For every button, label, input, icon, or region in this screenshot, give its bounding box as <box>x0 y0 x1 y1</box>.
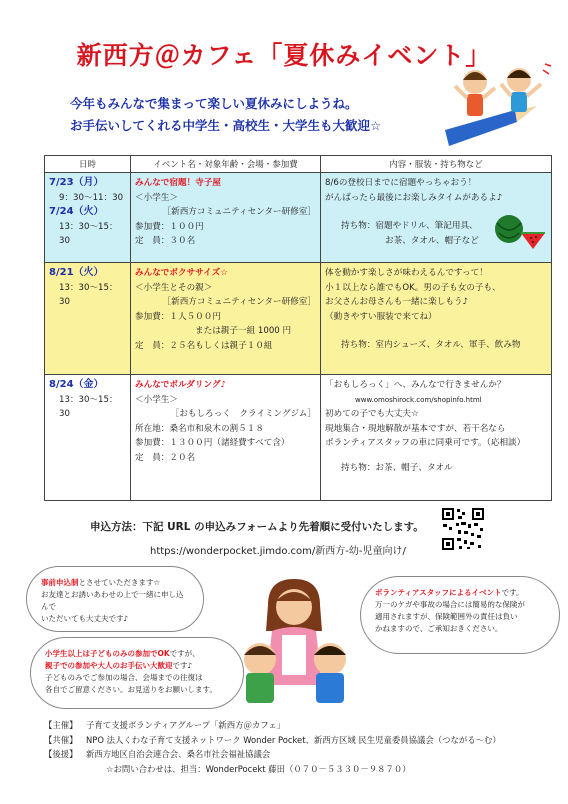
bubble-text: 子どものみでご参加の場合、会場までの往復は <box>45 673 203 682</box>
apply-method: 申込方法：下記 URL の申込みフォームより先着順に受付いたします。 <box>90 521 424 533</box>
event-fee-alt: または親子一組 1000 円 <box>195 326 292 336</box>
footer-label: 【後援】 <box>44 749 78 759</box>
kids-pencil-illustration <box>445 60 555 156</box>
event-capacity: 定 員：２０名 <box>135 452 196 463</box>
footer-text: NPO 法人くわな子育て支援ネットワーク Wonder Pocket、新西方区域 民生児童委員協議会（つながる～む） <box>86 734 501 745</box>
mother-children-illustration <box>232 575 362 707</box>
date: 7/24（火） <box>49 206 104 217</box>
header-event: イベント名・対象年齢・会場・参加費 <box>131 156 321 172</box>
bubble-reservation <box>26 566 204 632</box>
event-venue: ［新西方コミュニティセンター研修室］ <box>162 297 316 307</box>
content-line: がんばったら最後にお楽しみタイムがあるよ♪ <box>325 192 503 203</box>
cell-datetime <box>45 263 131 374</box>
bubble-text: かねますので、ご承知おきください。 <box>375 624 503 633</box>
content-line: お父さんお母さんも一緒に楽しもう♪ <box>325 297 468 307</box>
cell-event <box>131 375 321 500</box>
footer-row <box>44 762 544 777</box>
event-target: ＜小学生＞ <box>135 192 178 203</box>
footer-row <box>44 718 544 733</box>
header-datetime: 日時 <box>45 156 131 172</box>
footer-text: 新西方地区自治会連合会、桑名市社会福祉協議会 <box>86 749 271 759</box>
cell-content <box>321 263 551 374</box>
date: 8/21（火） <box>49 267 104 278</box>
content-line: 初めての子でも大丈夫☆ <box>325 409 419 419</box>
bubble-text: ですが、 <box>169 649 200 658</box>
items-line: お茶、タオル、帽子など <box>385 235 479 246</box>
bubble-text: お友達とお誘いあわせの上で一緒に申し込んで <box>41 590 184 611</box>
bubble-participation <box>30 637 244 709</box>
cell-content <box>321 375 551 500</box>
event-table <box>44 155 552 501</box>
footer-label <box>44 762 86 777</box>
event-fee: 参加費：１人５００円 <box>135 311 221 322</box>
bubble-text: です。 <box>501 588 524 597</box>
event-fee: 参加費：１３００円（諸経費すべて含） <box>135 438 290 448</box>
cell-event <box>131 263 321 374</box>
table-row <box>45 263 551 375</box>
cell-datetime <box>45 173 131 262</box>
event-target: ＜小学生＞ <box>135 394 178 405</box>
content-line: ボランティアスタッフの車に同乗可です。（応相談） <box>325 438 526 448</box>
bubble-head: ボランティアスタッフによるイベント <box>375 588 502 597</box>
bubble-text: です♪ <box>172 661 193 670</box>
event-fee: 参加費：１００円 <box>135 221 204 232</box>
date: 7/23（月） <box>49 177 104 188</box>
time: 13：30～15：30 <box>59 221 118 246</box>
bubble-text: いただいても大丈夫です♪ <box>41 614 129 623</box>
intro-text <box>70 93 470 137</box>
event-venue: ［おもしろっく クライミングジム］ <box>170 409 316 419</box>
event-capacity: 定 員：３０名 <box>135 236 196 246</box>
qr-code[interactable] <box>441 507 485 551</box>
footer-contact: ☆お問い合わせは、担当：WonderPocekt 藤田（０７０－５３３０－９８７０） <box>106 763 411 774</box>
apply-url[interactable]: https://wonderpocket.jimdo.com/新西方-幼-児童向け/ <box>150 546 406 557</box>
cell-content <box>321 173 551 262</box>
footer-row <box>44 733 544 748</box>
footer-row <box>44 747 544 762</box>
content-line: 小１以上なら誰でもOK。男の子も女の子も、 <box>325 282 501 293</box>
items-line: 持ち物：宿題やドリル、筆記用具、 <box>341 221 478 231</box>
date: 8/24（金） <box>49 379 104 390</box>
bubble-text: 各自でご留意ください。お見送りをお願いします。 <box>45 685 217 694</box>
event-address: 所在地：桑名市和泉木の割５１８ <box>135 423 264 434</box>
time: 13：30～15：30 <box>59 394 118 419</box>
bubble-text: 適用されますが、保険範囲外の責任は負い <box>375 612 518 621</box>
event-venue: ［新西方コミュニティセンター研修室］ <box>162 207 316 217</box>
watermelon-icon <box>493 213 547 249</box>
content-line: （動きやすい服装で来てね） <box>325 311 437 322</box>
table-row <box>45 375 551 500</box>
cell-datetime <box>45 375 131 500</box>
bubble-head: 小学生以上は子どものみの参加でOK <box>45 649 170 658</box>
event-name: みんなでボルダリング♪ <box>135 380 226 390</box>
content-line: 8/6の登校日までに宿題やっちゃおう！ <box>325 178 477 188</box>
event-name: みんなでボクササイズ☆ <box>135 268 228 278</box>
time: 13：30～15：30 <box>59 282 118 307</box>
header-content: 内容・服装・持ち物など <box>389 160 483 170</box>
content-line: 現地集合・現地解散が基本ですが、若干名なら <box>325 423 506 434</box>
bubble-volunteer <box>360 576 560 654</box>
bubble-text: とさせていただきます☆ <box>78 578 161 587</box>
items-line: 持ち物：室内シューズ、タオル、軍手、飲み物 <box>341 340 521 350</box>
bubble-head: 親子での参加や大人のお手伝い大歓迎 <box>45 661 173 670</box>
intro-line-2: お手伝いしてくれる中学生・高校生・大学生も大歓迎☆ <box>70 118 382 133</box>
table-row <box>45 173 551 263</box>
content-line: 体を動かす楽しさが味わえるんですって！ <box>325 268 488 278</box>
footer-label: 【主催】 <box>44 720 78 730</box>
event-name: みんなで宿題！寺子屋 <box>135 178 221 188</box>
event-capacity: 定 員：２５名もしくは親子１０組 <box>135 340 273 351</box>
time: 9：30～11：30 <box>59 192 124 203</box>
footer-credits <box>44 718 544 776</box>
footer-text: 子育て支援ボランティアグループ「新西方＠カフェ」 <box>86 720 285 730</box>
bubble-head: 事前申込制 <box>41 578 79 587</box>
table-header <box>45 156 551 173</box>
page-title: 新西方＠カフェ「夏休みイベント」 <box>76 41 492 70</box>
bubble-text: 万一のケガや事故の場合には簡易的な保険が <box>375 600 525 609</box>
content-line: 「おもしろっく」へ、みんなで行きませんか？ <box>325 380 506 390</box>
items-line: 持ち物：お茶、帽子、タオル <box>341 462 453 473</box>
cell-event <box>131 173 321 262</box>
intro-line-1: 今年もみんなで集まって楽しい夏休みにしようね。 <box>70 96 358 111</box>
footer-label: 【共催】 <box>44 734 78 745</box>
event-target: ＜小学生とその親＞ <box>135 282 213 293</box>
shop-url[interactable]: www.omoshirock.com/shopinfo.html <box>355 395 482 404</box>
